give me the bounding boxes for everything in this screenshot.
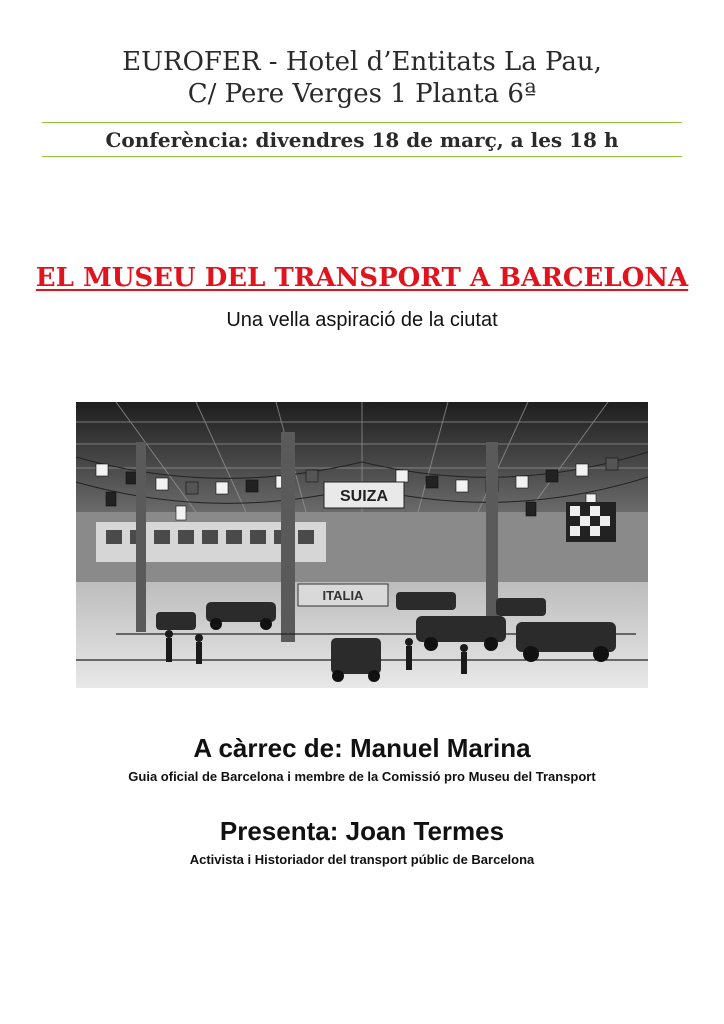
exhibition-hall-photo — [76, 402, 648, 688]
speaker-description: Guia oficial de Barcelona i membre de la Comissió pro Museu del Transport — [128, 769, 596, 784]
venue-address — [0, 46, 724, 110]
banner-italia: ITALIA — [322, 588, 364, 603]
divider-bottom — [42, 156, 682, 157]
presenter-description: Activista i Historiador del transport públic de Barcelona — [189, 852, 535, 867]
divider-top — [42, 122, 682, 123]
event-title: EL MUSEU DEL TRANSPORT A BARCELONA — [35, 263, 689, 293]
venue-line-1: EUROFER - Hotel d’Entitats La Pau, — [122, 47, 602, 77]
exhibition-hall-illustration — [76, 402, 648, 688]
venue-line-2: C/ Pere Verges 1 Planta 6ª — [187, 79, 537, 109]
banner-suiza: SUIZA — [340, 488, 388, 505]
presenter-name: Presenta: Joan Termes — [219, 816, 505, 846]
conference-date: Conferència: divendres 18 de març, a les 18 h — [105, 128, 619, 152]
speaker-name: A càrrec de: Manuel Marina — [193, 733, 531, 763]
event-subtitle: Una vella aspiració de la ciutat — [226, 309, 498, 331]
